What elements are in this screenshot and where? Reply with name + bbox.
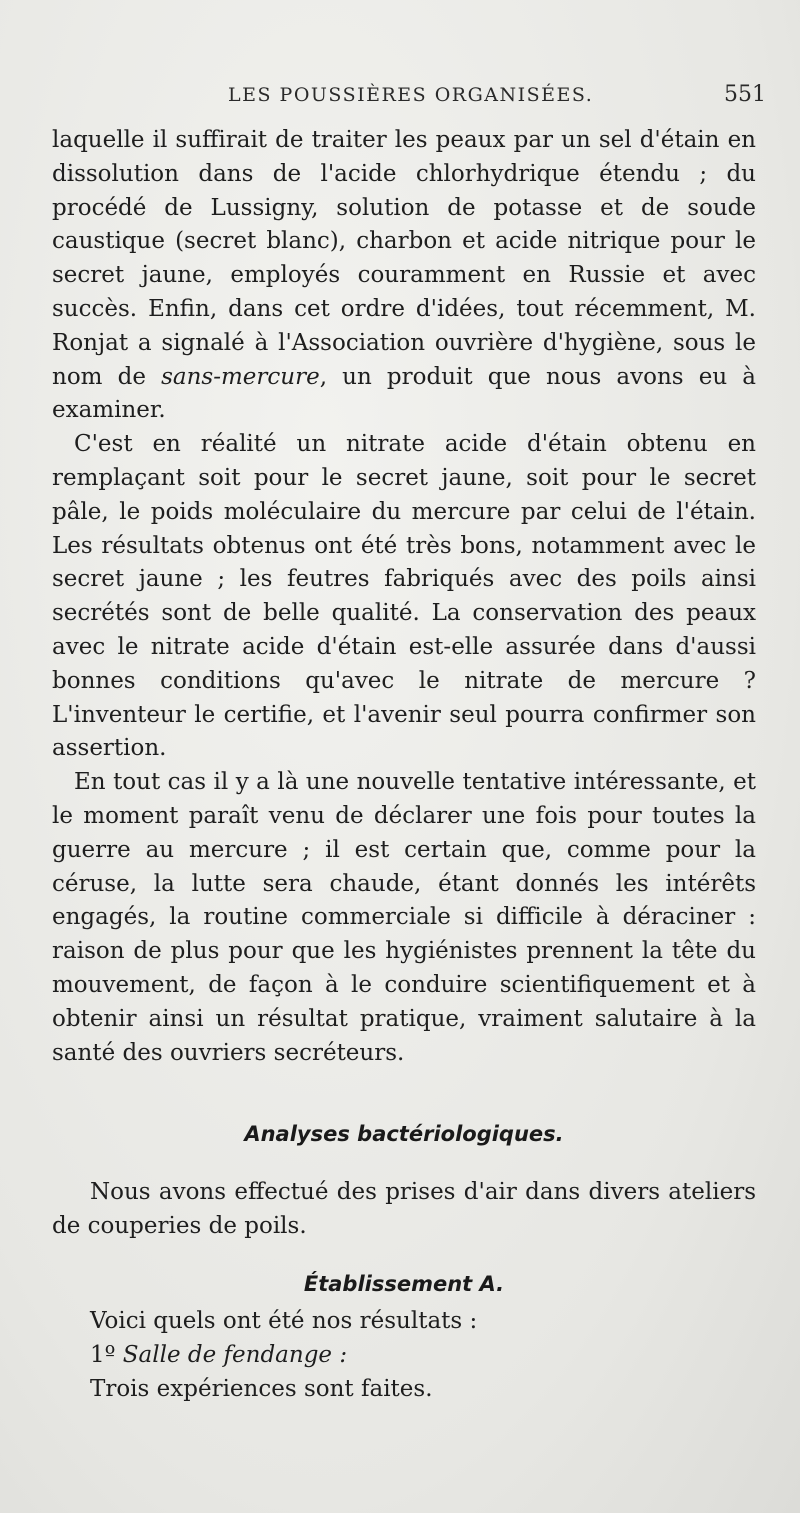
list-item-label: Salle de fendange : [122, 1341, 348, 1368]
list-item-number: 1º [90, 1341, 123, 1368]
page-number: 551 [724, 82, 766, 107]
paragraph-3: En tout cas il y a là une nouvelle tentative intéressante, et le moment paraît venu de déclarer une fois pour toutes la guerre au mercure ; il est certain que, comme pour la céruse, la lutte sera chaude, étant donnés les intérêts engagés, la routine commerciale si difficile à déraciner : raison de plus pour que les hygiénistes prennent la tête du mouvement, de façon à le conduire scientifiquement et à obtenir ainsi un résultat pratique, vraiment salutaire à la santé des ouvriers secréteurs. [52, 769, 756, 1066]
paragraph-2: C'est en réalité un nitrate acide d'étain obtenu en remplaçant soit pour le secret jaune, soit pour le secret pâle, le poids moléculaire du mercure par celui de l'étain. Les résultats obtenus ont été très bons, notamment avec le secret jaune ; les feutres fabriqués avec des poils ainsi secrétés sont de belle qualité. La conservation des peaux avec le nitrate acide d'étain est-elle assurée dans d'aussi bonnes conditions qu'avec le nitrate de mercure ? L'inventeur le certifie, et l'avenir seul pourra confirmer son assertion. [52, 431, 756, 762]
section-heading-etablissement: Établissement A. [303, 1271, 505, 1296]
experiments-line: Trois expériences sont faites. [90, 1375, 433, 1402]
paragraph-1 [52, 124, 756, 428]
page-header [0, 78, 800, 114]
list-item-salle [52, 1338, 756, 1372]
results-intro-line: Voici quels ont été nos résultats : [90, 1307, 478, 1334]
paragraph-1-text-a: laquelle il suffirait de traiter les peaux par un sel d'étain en dissolution dans de l'acide chlorhydrique étendu ; du procédé de Lussigny, solution de potasse et de soude caustique (secret blanc), charbon et acide nitrique pour le secret jaune, employés couramment en Russie et avec succès. Enfin, dans cet ordre d'idées, tout récemment, M. Ronjat a signalé à l'Association ouvrière d'hygiène, sous le nom de [52, 127, 756, 390]
paragraph-4: Nous avons effectué des prises d'air dans divers ateliers de couperies de poils. [52, 1179, 756, 1240]
paragraph-1-text-b: , un produit que nous avons eu à examiner. [52, 363, 756, 424]
paragraph-1-italic-term: sans-mercure [161, 363, 320, 390]
page-body [52, 124, 756, 1406]
running-head: LES POUSSIÈRES ORGANISÉES. [228, 84, 594, 106]
section-heading-analyses: Analyses bactériologiques. [244, 1122, 564, 1147]
